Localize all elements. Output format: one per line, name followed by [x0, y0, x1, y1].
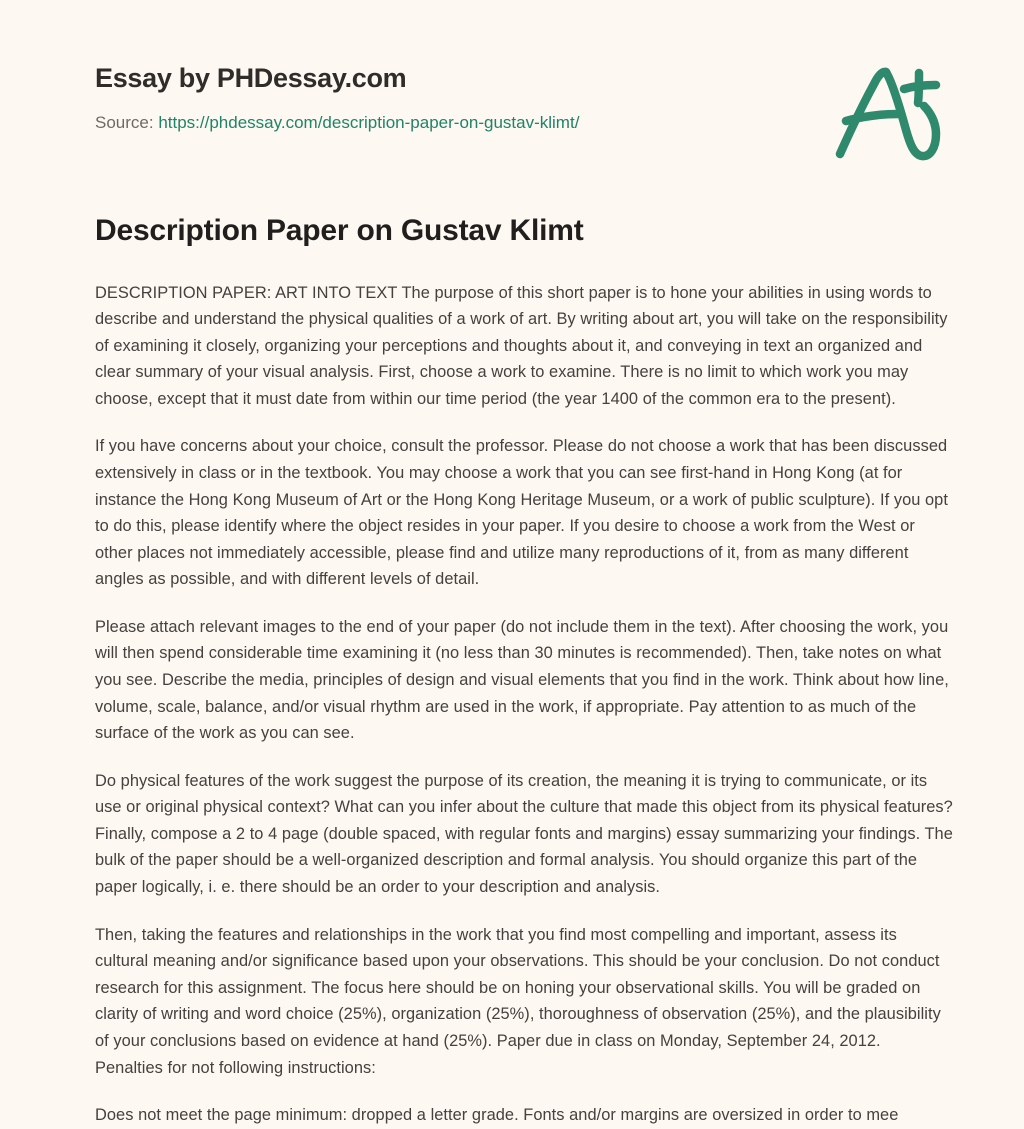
source-label: Source:	[95, 113, 154, 133]
source-line	[95, 112, 579, 134]
paragraph-4: Do physical features of the work suggest the purpose of its creation, the meaning it is trying to communicate, or its use or original physical context? What can you infer about the culture that made this object from its physical features? Finally, compose a 2 to 4 page (double spaced, with regular fonts and margins) essay summarizing your findings. The bulk of the paper should be a well-organized description and formal analysis. You should organize this part of the paper logically, i. e. there should be an order to your description and analysis.	[95, 771, 953, 897]
paragraph-5: Then, taking the features and relationships in the work that you find most compelling and important, assess its cultural meaning and/or significance based upon your observations. This should be your conclusion. Do not conduct research for this assignment. The focus here should be on honing your observational skills. You will be graded on clarity of writing and word choice (25%), organization (25%), thoroughness of observation (25%), and the plausibility of your conclusions based on evidence at hand (25%). Paper due in class on Monday, September 24, 2012. Penalties for not following instructions:	[95, 925, 941, 1077]
brand-block	[95, 62, 579, 134]
article-body	[95, 280, 953, 1129]
brand-title: Essay by PHDessay.com	[95, 63, 407, 93]
paragraph-2: If you have concerns about your choice, consult the professor. Please do not choose a work that has been discussed extensively in class or in the textbook. You may choose a work that you can see first-hand in Hong Kong (at for instance the Hong Kong Museum of Art or the Hong Kong Heritage Museum, or a work of public sculpture). If you opt to do this, please identify where the object resides in your paper. If you desire to choose a work from the West or other places not immediately accessible, please find and utilize many reproductions of it, from as many different angles as possible, and with different levels of detail.	[95, 437, 948, 589]
page-header	[0, 0, 1024, 180]
source-url-link[interactable]: https://phdessay.com/description-paper-on-gustav-klimt/	[158, 113, 580, 133]
paragraph-3: Please attach relevant images to the end of your paper (do not include them in the text). After choosing the work, you will then spend considerable time examining it (no less than 30 minutes is recommended). Then, take notes on what you see. Describe the media, principles of design and visual elements that you find in the work. Think about how line, volume, scale, balance, and/or visual rhythm are used in the work, if appropriate. Pay attention to as much of the surface of the work as you can see.	[95, 617, 949, 743]
paragraph-6: Does not meet the page minimum: dropped a letter grade. Fonts and/or margins are oversized in order to mee	[95, 1106, 899, 1125]
a-plus-logo-icon	[826, 58, 946, 168]
article	[95, 212, 953, 1129]
page-title: Description Paper on Gustav Klimt	[95, 214, 584, 247]
a-plus-logo	[826, 58, 946, 168]
paragraph-1: DESCRIPTION PAPER: ART INTO TEXT The purpose of this short paper is to hone your abilities in using words to describe and understand the physical qualities of a work of art. By writing about art, you will take on the responsibility of examining it closely, organizing your perceptions and thoughts about it, and conveying in text an organized and clear summary of your visual analysis. First, choose a work to examine. There is no limit to which work you may choose, except that it must date from within our time period (the year 1400 of the common era to the present).	[95, 283, 948, 408]
